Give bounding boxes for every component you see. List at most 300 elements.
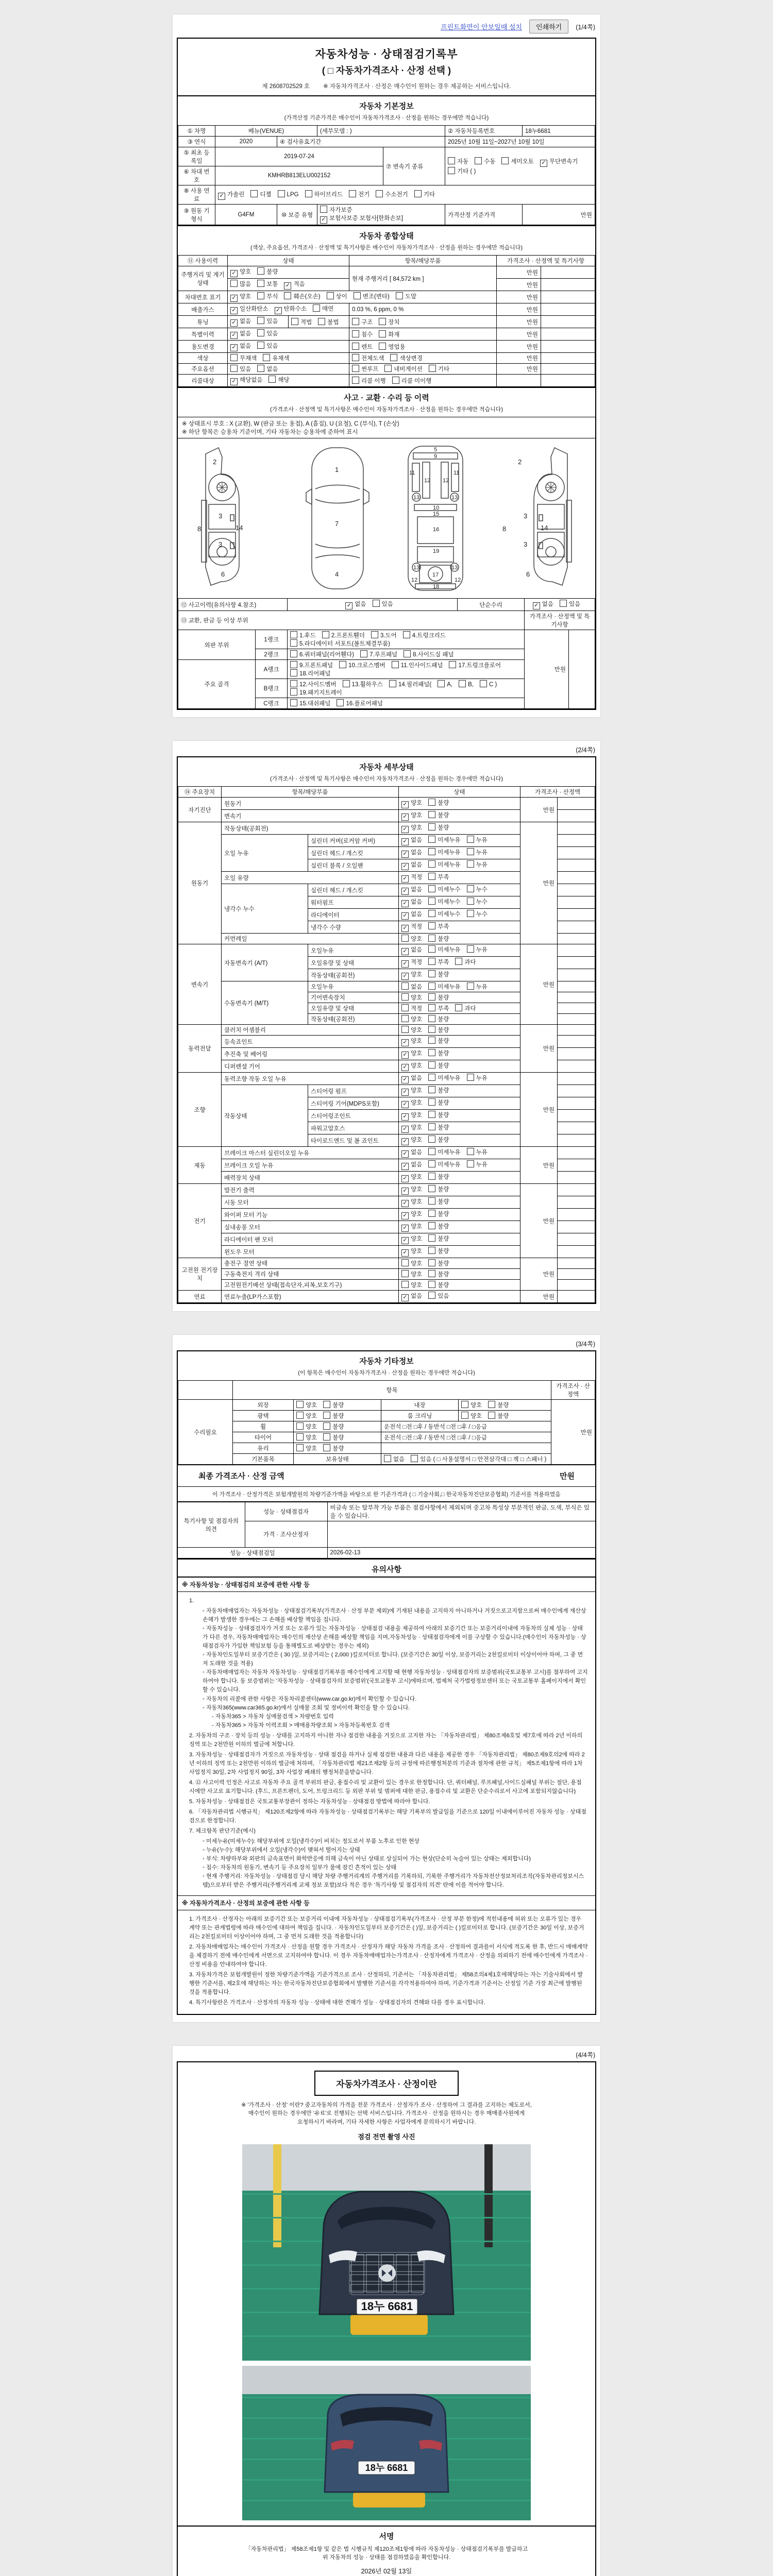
option[interactable]: ✓ 없음 [230, 342, 251, 351]
checkbox[interactable] [296, 1401, 304, 1408]
option[interactable]: 불량 [428, 1222, 449, 1230]
option[interactable]: 1.후드 [290, 631, 316, 639]
checkbox[interactable] [428, 958, 435, 965]
checkbox[interactable]: ✓ [401, 1126, 409, 1133]
checkbox[interactable] [343, 680, 350, 687]
checkbox[interactable] [428, 1247, 435, 1254]
option[interactable]: 양호 [401, 1270, 422, 1278]
option[interactable]: 5.라디에이터 서포트(볼트체결부품) [290, 639, 390, 648]
option[interactable]: ✓ 양호 [401, 799, 422, 808]
option[interactable]: 색상변경 [390, 354, 422, 362]
option[interactable]: ✓ 양호 [401, 1247, 422, 1257]
option[interactable]: 상이 [327, 292, 347, 300]
checkbox[interactable] [257, 280, 264, 287]
option[interactable]: ✓ 양호 [401, 1173, 422, 1182]
option[interactable]: ✓ 양호 [401, 1049, 422, 1059]
checkbox[interactable]: ✓ [401, 925, 409, 932]
option[interactable]: 7.루프패널 [360, 650, 397, 658]
checkbox[interactable] [352, 354, 359, 361]
option[interactable]: ✓ 적음 [284, 280, 305, 290]
option[interactable]: 15.대쉬패널 [290, 699, 330, 707]
option[interactable]: 누유 [467, 945, 488, 954]
option[interactable]: 불량 [428, 1015, 449, 1023]
option[interactable]: 18.리어패널 [290, 669, 330, 677]
checkbox[interactable] [290, 680, 297, 687]
checkbox[interactable] [428, 1037, 435, 1044]
checkbox[interactable]: ✓ [401, 1212, 409, 1219]
checkbox[interactable] [296, 1433, 304, 1440]
checkbox[interactable]: ✓ [401, 1089, 409, 1096]
checkbox[interactable]: ✓ [401, 1052, 409, 1059]
checkbox[interactable] [467, 860, 474, 868]
option[interactable]: ✓ 없음 [401, 836, 422, 845]
checkbox[interactable] [323, 1444, 330, 1451]
checkbox[interactable]: ✓ [401, 1294, 409, 1301]
checkbox[interactable] [403, 631, 410, 638]
option[interactable]: ✓ 양호 [401, 1037, 422, 1046]
option[interactable]: 누유 [467, 836, 488, 844]
checkbox[interactable] [428, 873, 435, 880]
checkbox[interactable] [257, 365, 264, 372]
option[interactable]: 불량 [323, 1433, 344, 1442]
checkbox[interactable] [337, 699, 344, 706]
checkbox[interactable] [414, 190, 422, 197]
checkbox[interactable] [290, 699, 297, 706]
option[interactable]: 4.트렁크리드 [403, 631, 446, 639]
option[interactable]: 미세누유 [428, 1148, 460, 1156]
option[interactable]: 미세누수 [428, 910, 460, 918]
option[interactable]: 불법 [318, 318, 339, 326]
option[interactable]: ✓ 해당없음 [230, 376, 262, 385]
checkbox[interactable] [352, 377, 359, 384]
checkbox[interactable] [396, 292, 403, 299]
option[interactable]: 12.사이드멤버 [290, 680, 337, 688]
checkbox[interactable]: ✓ [401, 1101, 409, 1108]
checkbox[interactable] [428, 836, 435, 843]
option[interactable]: 불량 [428, 1136, 449, 1144]
option[interactable]: 수소전기 [376, 190, 408, 198]
option[interactable]: 훼손(오손) [284, 292, 320, 300]
checkbox[interactable] [428, 1197, 435, 1205]
checkbox[interactable] [327, 292, 334, 299]
option[interactable]: 미세누유 [428, 836, 460, 844]
checkbox[interactable] [323, 1412, 330, 1419]
option[interactable]: 수동 [475, 157, 495, 165]
checkbox[interactable] [320, 206, 327, 213]
option[interactable]: 16.플로어패널 [337, 699, 383, 707]
option[interactable]: 화재 [379, 330, 399, 338]
checkbox[interactable] [284, 292, 291, 299]
checkbox[interactable]: ✓ [401, 1138, 409, 1145]
option[interactable]: 리콜 이행 [352, 377, 386, 385]
option[interactable]: 불량 [428, 1173, 449, 1181]
option[interactable]: 불량 [323, 1412, 344, 1420]
checkbox[interactable]: ✓ [401, 875, 409, 883]
checkbox[interactable] [428, 1292, 435, 1299]
checkbox[interactable] [401, 1004, 409, 1011]
checkbox[interactable] [461, 1401, 468, 1408]
option[interactable]: 누수 [467, 897, 488, 906]
checkbox[interactable] [257, 342, 264, 349]
option[interactable]: 3.도어 [371, 631, 397, 639]
option[interactable]: 불량 [428, 1111, 449, 1119]
option[interactable]: 없음 [401, 982, 422, 991]
checkbox[interactable] [428, 1026, 435, 1033]
option[interactable]: 없음 [384, 1455, 405, 1463]
option[interactable]: 유채색 [263, 354, 289, 362]
checkbox[interactable] [428, 823, 435, 831]
option[interactable]: 양호 [461, 1412, 482, 1420]
checkbox[interactable] [290, 650, 297, 657]
checkbox[interactable] [257, 317, 264, 324]
checkbox[interactable] [230, 365, 238, 372]
option[interactable]: 불량 [428, 799, 449, 807]
checkbox[interactable]: ✓ [230, 319, 238, 327]
option[interactable]: 없음 [257, 365, 278, 373]
option[interactable]: ✓ 양호 [401, 823, 422, 833]
option[interactable]: 매연 [313, 304, 333, 313]
checkbox[interactable] [250, 190, 258, 197]
option[interactable]: ✓ 없음 [345, 600, 366, 609]
option[interactable]: 불량 [323, 1401, 344, 1409]
option[interactable]: 9.프론트패널 [290, 661, 333, 669]
option[interactable]: 불량 [428, 1210, 449, 1218]
option[interactable]: 영업용 [379, 343, 405, 351]
checkbox[interactable] [371, 631, 378, 638]
option[interactable]: 불량 [428, 811, 449, 819]
checkbox[interactable] [428, 945, 435, 953]
option[interactable]: 미세누유 [428, 860, 460, 869]
checkbox[interactable] [467, 982, 474, 990]
option[interactable]: 양호 [401, 1015, 422, 1023]
print-button[interactable]: 인쇄하기 [529, 20, 568, 33]
option[interactable]: ✓ 양호 [401, 1210, 422, 1219]
checkbox[interactable]: ✓ [401, 801, 409, 808]
option[interactable]: 미세누유 [428, 1160, 460, 1168]
option[interactable]: C ) [480, 680, 497, 688]
option[interactable]: 불량 [488, 1401, 509, 1409]
checkbox[interactable]: ✓ [230, 295, 238, 302]
option[interactable]: 무채색 [230, 354, 257, 362]
option[interactable]: 불량 [323, 1422, 344, 1431]
checkbox[interactable] [428, 1123, 435, 1130]
checkbox[interactable] [257, 267, 264, 275]
option[interactable]: 기타 [429, 365, 449, 373]
checkbox[interactable]: ✓ [401, 948, 409, 955]
checkbox[interactable] [428, 910, 435, 917]
checkbox[interactable]: ✓ [401, 1237, 409, 1244]
option[interactable]: 과다 [455, 1004, 476, 1012]
checkbox[interactable] [360, 650, 367, 657]
option[interactable]: 불량 [428, 1086, 449, 1094]
checkbox[interactable] [428, 1148, 435, 1155]
option[interactable]: ✓ 양호 [401, 1222, 422, 1232]
checkbox[interactable] [389, 680, 396, 687]
checkbox[interactable] [392, 377, 399, 384]
option[interactable]: ✓ 양호 [230, 292, 251, 302]
checkbox[interactable]: ✓ [230, 332, 238, 339]
option[interactable]: 불량 [428, 935, 449, 943]
checkbox[interactable] [428, 885, 435, 892]
option[interactable]: ✓ 가솔린 [218, 190, 244, 200]
option[interactable]: ✓ 적정 [401, 922, 422, 932]
option[interactable]: ✓ 없음 [401, 1074, 422, 1083]
option[interactable]: ✓ 양호 [401, 1098, 422, 1108]
option[interactable]: 불량 [428, 1123, 449, 1131]
checkbox[interactable]: ✓ [401, 912, 409, 920]
checkbox[interactable] [459, 680, 466, 687]
checkbox[interactable] [318, 318, 325, 325]
checkbox[interactable] [428, 1160, 435, 1167]
option[interactable]: 6.쿼터패널(리어휀다) [290, 650, 354, 658]
option[interactable]: 양호 [401, 1026, 422, 1034]
option[interactable]: ✓ 없음 [401, 885, 422, 895]
option[interactable]: ✓ 보험사보증 보험사[한화손보] [320, 214, 403, 224]
checkbox[interactable] [428, 1222, 435, 1229]
checkbox[interactable]: ✓ [533, 602, 540, 609]
option[interactable]: ✓ 적정 [401, 958, 422, 968]
option[interactable]: ✓ 양호 [401, 1123, 422, 1133]
checkbox[interactable]: ✓ [401, 960, 409, 968]
checkbox[interactable] [467, 848, 474, 855]
option[interactable]: B, [459, 680, 474, 688]
checkbox[interactable] [305, 190, 312, 197]
checkbox[interactable] [428, 1259, 435, 1266]
option[interactable]: 11.인사이드패널 [392, 661, 443, 669]
option[interactable]: ✓ 탄화수소 [275, 304, 307, 314]
option[interactable]: 네비게이션 [384, 365, 423, 373]
checkbox[interactable] [263, 354, 270, 361]
option[interactable]: 자가보증 [320, 206, 352, 214]
checkbox[interactable] [376, 190, 383, 197]
checkbox[interactable] [323, 1433, 330, 1440]
checkbox[interactable] [268, 376, 276, 383]
option[interactable]: ✓ 없음 [230, 329, 251, 339]
option[interactable]: 14.필러패널( [389, 680, 431, 688]
option[interactable]: 전기 [349, 190, 369, 198]
checkbox[interactable] [290, 688, 297, 696]
checkbox[interactable] [467, 836, 474, 843]
checkbox[interactable]: ✓ [345, 602, 352, 609]
checkbox[interactable]: ✓ [218, 193, 225, 200]
checkbox[interactable] [428, 1061, 435, 1069]
checkbox[interactable]: ✓ [320, 216, 327, 224]
checkbox[interactable] [296, 1412, 304, 1419]
option[interactable]: 19.패키지트레이 [290, 688, 342, 697]
option[interactable]: ✓ 양호 [401, 811, 422, 821]
option[interactable]: 보통 [257, 280, 278, 288]
checkbox[interactable] [438, 680, 445, 687]
option[interactable]: 디젤 [250, 190, 271, 198]
checkbox[interactable] [480, 680, 487, 687]
checkbox[interactable] [404, 650, 411, 657]
checkbox[interactable] [428, 1086, 435, 1093]
checkbox[interactable] [428, 1136, 435, 1143]
option[interactable]: 세미오토 [501, 157, 533, 165]
checkbox[interactable]: ✓ [401, 900, 409, 907]
checkbox[interactable] [428, 1015, 435, 1022]
checkbox[interactable] [428, 897, 435, 905]
checkbox[interactable] [230, 280, 238, 287]
option[interactable]: 누유 [467, 860, 488, 869]
checkbox[interactable] [349, 190, 356, 197]
option[interactable]: 하이브리드 [305, 190, 343, 198]
option[interactable]: 미세누유 [428, 1074, 460, 1082]
option[interactable]: 양호 [296, 1444, 317, 1452]
checkbox[interactable]: ✓ [401, 1064, 409, 1071]
option[interactable]: 양호 [296, 1422, 317, 1431]
option[interactable]: ✓ 없음 [401, 860, 422, 870]
checkbox[interactable] [428, 1074, 435, 1081]
checkbox[interactable] [428, 1173, 435, 1180]
checkbox[interactable]: ✓ [230, 378, 238, 385]
checkbox[interactable] [467, 897, 474, 905]
checkbox[interactable] [296, 1422, 304, 1430]
option[interactable]: 양호 [401, 993, 422, 1002]
checkbox[interactable] [428, 1111, 435, 1118]
option[interactable]: LPG [278, 190, 299, 198]
option[interactable]: ✓ 일산화탄소 [230, 304, 268, 314]
option[interactable]: 누유 [467, 1160, 488, 1168]
checkbox[interactable] [428, 799, 435, 806]
checkbox[interactable] [449, 661, 456, 668]
option[interactable]: 과다 [455, 958, 476, 966]
checkbox[interactable] [428, 1185, 435, 1192]
checkbox[interactable] [392, 661, 399, 668]
option[interactable]: 있음 [373, 600, 393, 608]
option[interactable]: 2.프론트휀더 [322, 631, 365, 639]
option[interactable]: 불량 [323, 1444, 344, 1452]
option[interactable]: 있음 [428, 1292, 449, 1300]
option[interactable]: 누수 [467, 910, 488, 918]
option[interactable]: 불량 [428, 970, 449, 978]
option[interactable]: 불량 [428, 1061, 449, 1070]
option[interactable]: 있음 [257, 317, 278, 325]
option[interactable]: 양호 [401, 1259, 422, 1267]
option[interactable]: 양호 [401, 935, 422, 943]
checkbox[interactable] [501, 157, 509, 164]
checkbox[interactable] [401, 1015, 409, 1022]
option[interactable]: ✓ 없음 [533, 600, 553, 609]
checkbox[interactable]: ✓ [275, 307, 282, 314]
option[interactable]: ✓ 양호 [401, 1111, 422, 1121]
checkbox[interactable]: ✓ [230, 270, 238, 277]
checkbox[interactable]: ✓ [401, 1200, 409, 1207]
checkbox[interactable]: ✓ [401, 826, 409, 833]
install-print-plugin-link[interactable]: 프린트화면이 안보일때 설치 [441, 23, 522, 31]
option[interactable]: 변조(변타) [354, 292, 390, 300]
checkbox[interactable]: ✓ [401, 1150, 409, 1158]
option[interactable]: 미세누수 [428, 885, 460, 893]
checkbox[interactable] [428, 1270, 435, 1277]
option[interactable]: 불량 [428, 1234, 449, 1243]
option[interactable]: 미세누유 [428, 848, 460, 856]
checkbox[interactable] [379, 330, 386, 337]
checkbox[interactable]: ✓ [401, 1113, 409, 1121]
checkbox[interactable] [384, 365, 392, 372]
option[interactable]: 도말 [396, 292, 416, 300]
option[interactable]: 많음 [230, 280, 251, 288]
checkbox[interactable] [467, 1160, 474, 1167]
checkbox[interactable]: ✓ [401, 851, 409, 858]
checkbox[interactable]: ✓ [401, 888, 409, 895]
option[interactable]: A, [438, 680, 452, 688]
checkbox[interactable]: ✓ [540, 160, 547, 167]
checkbox[interactable] [475, 157, 482, 164]
option[interactable]: 렌트 [352, 343, 373, 351]
option[interactable]: 불량 [428, 1037, 449, 1045]
checkbox[interactable] [428, 922, 435, 929]
option[interactable]: 미세누수 [428, 897, 460, 906]
checkbox[interactable] [448, 167, 455, 174]
option[interactable]: 있음 [257, 342, 278, 350]
checkbox[interactable] [290, 639, 297, 647]
option[interactable]: ✓ 양호 [230, 267, 251, 277]
option[interactable]: 있음 [257, 329, 278, 337]
checkbox[interactable] [428, 1049, 435, 1056]
checkbox[interactable] [323, 1422, 330, 1430]
option[interactable]: 구조 [352, 318, 373, 326]
checkbox[interactable] [373, 600, 380, 607]
option[interactable]: 자동 [448, 157, 468, 165]
option[interactable]: ✓ 없음 [401, 848, 422, 858]
option[interactable]: 부식 [257, 292, 278, 300]
checkbox[interactable] [488, 1401, 495, 1408]
option[interactable]: 침수 [352, 330, 373, 338]
checkbox[interactable] [291, 318, 298, 325]
option[interactable]: 불량 [428, 1281, 449, 1289]
option[interactable]: ✓ 양호 [401, 1061, 422, 1071]
option[interactable]: 리콜 미이행 [392, 377, 432, 385]
checkbox[interactable] [401, 1270, 409, 1277]
option[interactable]: 불량 [428, 1197, 449, 1206]
checkbox[interactable] [313, 304, 320, 312]
checkbox[interactable]: ✓ [401, 1249, 409, 1257]
checkbox[interactable] [401, 982, 409, 990]
option[interactable]: ✓ 양호 [401, 1136, 422, 1145]
option[interactable]: 10.크로스멤버 [339, 661, 385, 669]
option[interactable]: 불량 [428, 1185, 449, 1193]
checkbox[interactable] [323, 1401, 330, 1408]
checkbox[interactable] [354, 292, 361, 299]
option[interactable]: ✓ 없음 [401, 1160, 422, 1170]
option[interactable]: 불량 [428, 1026, 449, 1034]
checkbox[interactable] [401, 1281, 409, 1288]
option[interactable]: 누수 [467, 885, 488, 893]
option[interactable]: 불량 [428, 1270, 449, 1278]
checkbox[interactable] [428, 848, 435, 855]
checkbox[interactable] [390, 354, 397, 361]
option[interactable]: ✓ 없음 [401, 897, 422, 907]
option[interactable]: 해당 [268, 376, 289, 384]
checkbox[interactable] [411, 1455, 418, 1462]
checkbox[interactable] [401, 1259, 409, 1266]
checkbox[interactable]: ✓ [230, 307, 238, 314]
option[interactable]: 13.휠하우스 [343, 680, 383, 688]
checkbox[interactable] [467, 945, 474, 953]
checkbox[interactable] [290, 631, 297, 638]
checkbox[interactable] [257, 292, 264, 299]
checkbox[interactable] [455, 1004, 462, 1011]
option[interactable]: 부족 [428, 873, 449, 881]
option[interactable]: 썬루프 [352, 365, 378, 373]
option[interactable]: 양호 [461, 1401, 482, 1409]
option[interactable]: 기타 [414, 190, 435, 198]
checkbox[interactable] [560, 600, 567, 607]
option[interactable]: 불량 [428, 823, 449, 832]
option[interactable]: 불량 [428, 1247, 449, 1255]
checkbox[interactable]: ✓ [230, 344, 238, 351]
